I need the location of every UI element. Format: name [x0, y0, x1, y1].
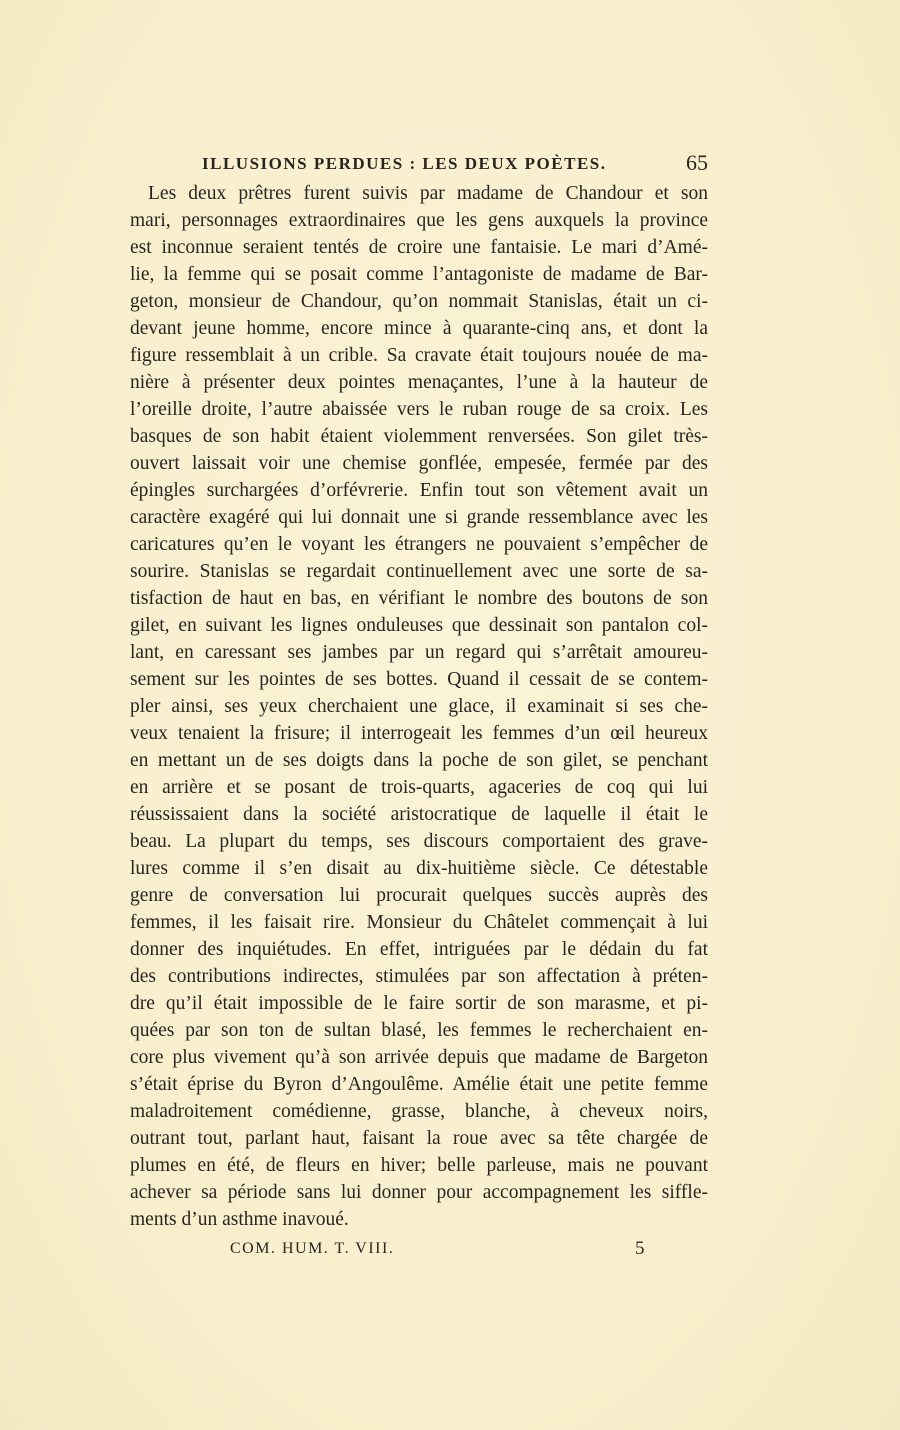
text-line: sement sur les pointes de ses bottes. Quand il cessait de se contem-	[130, 669, 708, 690]
text-line: l’oreille droite, l’autre abaissée vers le ruban rouge de sa croix. Les	[130, 399, 708, 420]
text-line: gilet, en suivant les lignes onduleuses que dessinait son pantalon col-	[130, 615, 708, 636]
text-line: tisfaction de haut en bas, en vérifiant le nombre des boutons de son	[130, 588, 708, 609]
text-line: femmes, il les faisait rire. Monsieur du Châtelet commençait à lui	[130, 912, 708, 933]
text-line: beau. La plupart du temps, ses discours comportaient des grave-	[130, 831, 708, 852]
text-line: geton, monsieur de Chandour, qu’on nommait Stanislas, était un ci-	[130, 291, 708, 312]
page-number: 65	[686, 150, 708, 175]
body-text	[130, 180, 708, 1233]
text-line: en arrière et se posant de trois-quarts, agaceries de coq qui lui	[130, 777, 708, 798]
text-line: lie, la femme qui se posait comme l’antagoniste de madame de Bar-	[130, 264, 708, 285]
text-line: plumes en été, de fleurs en hiver; belle parleuse, mais ne pouvant	[130, 1155, 708, 1176]
text-line: ments d’un asthme inavoué.	[130, 1209, 349, 1230]
text-line: dre qu’il était impossible de le faire sortir de son marasme, et pi-	[130, 993, 708, 1014]
text-line: en mettant un de ses doigts dans la poche de son gilet, se penchant	[130, 750, 708, 771]
text-line: maladroitement comédienne, grasse, blanche, à cheveux noirs,	[130, 1101, 708, 1122]
text-line: outrant tout, parlant haut, faisant la roue avec sa tête chargée de	[130, 1128, 708, 1149]
running-header	[130, 150, 708, 178]
text-line: achever sa période sans lui donner pour accompagnement les siffle-	[130, 1182, 708, 1203]
text-line: core plus vivement qu’à son arrivée depuis que madame de Bargeton	[130, 1047, 708, 1068]
text-line: basques de son habit étaient violemment renversées. Son gilet très-	[130, 426, 708, 447]
text-line: réussissaient dans la société aristocratique de laquelle il était le	[130, 804, 708, 825]
text-line: lures comme il s’en disait au dix-huitième siècle. Ce détestable	[130, 858, 708, 879]
text-line: sourire. Stanislas se regardait continuellement avec une sorte de sa-	[130, 561, 708, 582]
printer-signature: COM. HUM. T. VIII.	[230, 1240, 395, 1257]
text-line: mari, personnages extraordinaires que les gens auxquels la province	[130, 210, 708, 231]
text-line: pler ainsi, ses yeux cherchaient une glace, il examinait si ses che-	[130, 696, 708, 717]
text-line: s’était éprise du Byron d’Angoulême. Amélie était une petite femme	[130, 1074, 708, 1095]
running-title: ILLUSIONS PERDUES : LES DEUX POÈTES.	[202, 154, 607, 173]
text-line: caractère exagéré qui lui donnait une si grande ressemblance avec les	[130, 507, 708, 528]
text-line: Les deux prêtres furent suivis par madame de Chandour et son	[148, 183, 708, 204]
text-line: genre de conversation lui procurait quelques succès auprès des	[130, 885, 708, 906]
text-line: épingles surchargées d’orfévrerie. Enfin tout son vêtement avait un	[130, 480, 708, 501]
text-line: lant, en caressant ses jambes par un regard qui s’arrêtait amoureu-	[130, 642, 708, 663]
text-line: devant jeune homme, encore mince à quarante-cinq ans, et dont la	[130, 318, 708, 339]
sheet-number: 5	[635, 1238, 646, 1259]
text-line: nière à présenter deux pointes menaçantes, l’une à la hauteur de	[130, 372, 708, 393]
text-line: ouvert laissait voir une chemise gonflée, empesée, fermée par des	[130, 453, 708, 474]
text-line: figure ressemblait à un crible. Sa cravate était toujours nouée de ma-	[130, 345, 708, 366]
text-line: quées par son ton de sultan blasé, les femmes le recherchaient en-	[130, 1020, 708, 1041]
text-line: des contributions indirectes, stimulées par son affectation à préten-	[130, 966, 708, 987]
text-line: caricatures qu’en le voyant les étrangers ne pouvaient s’empêcher de	[130, 534, 708, 555]
text-line: veux tenaient la frisure; il interrogeait les femmes d’un œil heureux	[130, 723, 708, 744]
page-footer	[130, 1238, 708, 1262]
text-line: donner des inquiétudes. En effet, intriguées par le dédain du fat	[130, 939, 708, 960]
text-line: est inconnue seraient tentés de croire une fantaisie. Le mari d’Amé-	[130, 237, 708, 258]
